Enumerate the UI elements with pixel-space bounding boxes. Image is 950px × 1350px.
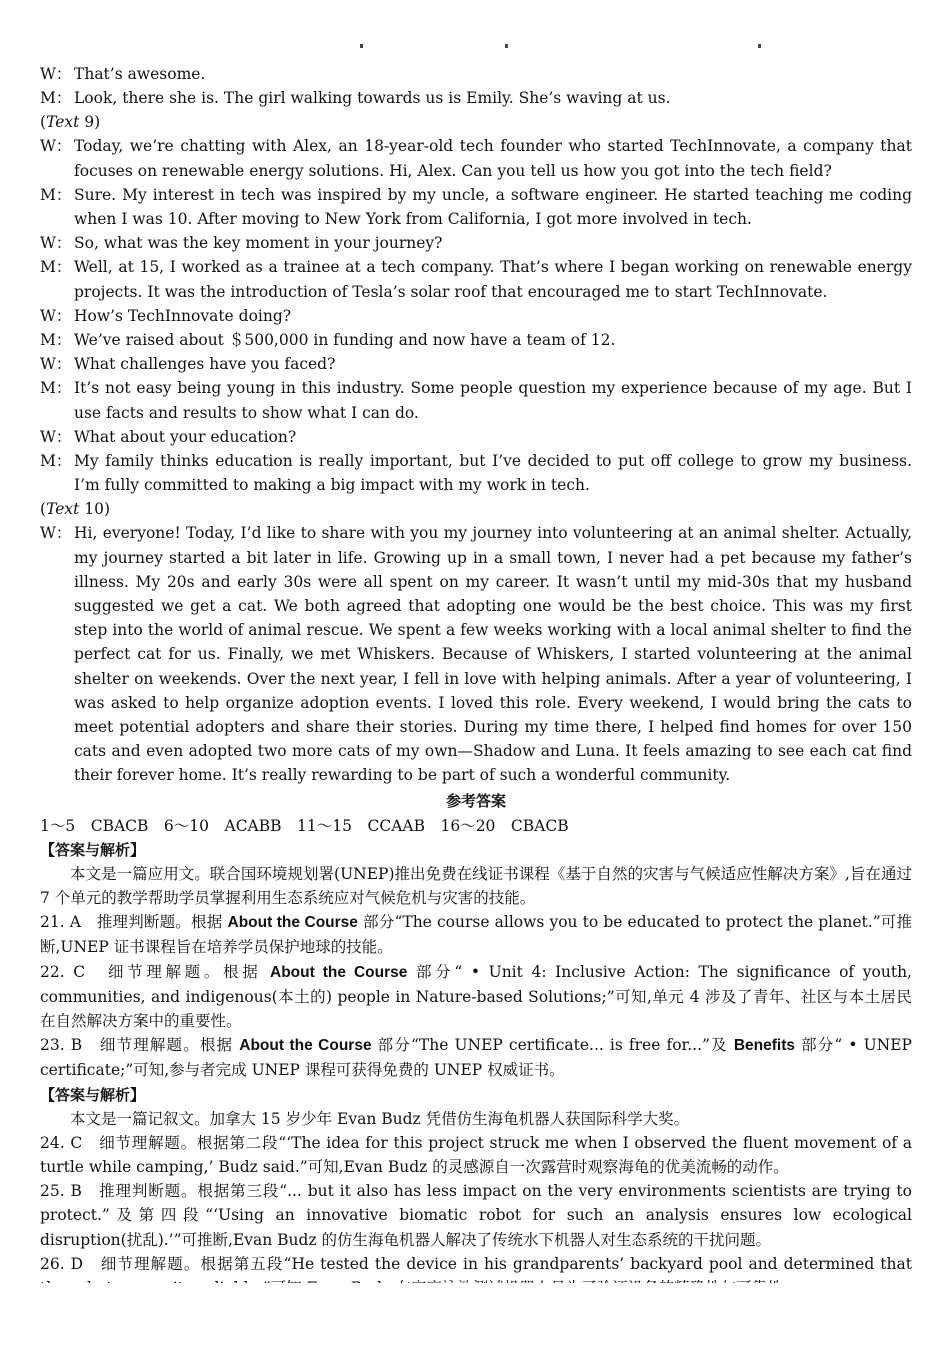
text-10-label: (Text 10): [40, 500, 111, 519]
text-9-label: (Text 9): [40, 113, 101, 132]
speaker-label: M：: [40, 331, 72, 350]
dialog-line: [40, 449, 912, 497]
speaker-label: W：: [40, 427, 72, 446]
speaker-label: M：: [40, 89, 72, 108]
question-explanation: 24. C 细节理解题。根据第二段“‘The idea for this project struck me when I observed the fluent movement of a turtle while camping,’ Budz said.”可知,Evan Budz 的灵感源自一次露营时观察海龟的优美流畅的动作。: [40, 1133, 912, 1176]
utterance: Today, we’re chatting with Alex, an 18-year-old tech founder who started TechInnovate, a company that focuses on renewable energy solutions. Hi, Alex. Can you tell us how you got into the tech field?: [74, 137, 912, 180]
utterance: Sure. My interest in tech was inspired by my uncle, a software engineer. He started teaching me coding when I was 10. After moving to New York from California, I got more involved in tech.: [74, 185, 912, 229]
utterance: What about your education?: [74, 427, 297, 446]
speaker-label: M：: [40, 185, 72, 204]
cropped-previous-line: [40, 44, 912, 52]
dialog-line: [40, 376, 912, 424]
utterance: It’s not easy being young in this industry. Some people question my experience because of my age. But I use facts and results to show what I can do.: [74, 379, 912, 422]
dialog-line: [40, 86, 912, 110]
answer-keys: 1～5 CBACB 6～10 ACABB 11～15 CCAAB 16～20 CBACB: [40, 816, 569, 835]
speaker-label: M：: [40, 379, 72, 398]
utterance: Hi, everyone! Today, I’d like to share with you my journey into volunteering at an animal shelter. Actually, my journey started a bit later in life. Growing up in a small town, I never had a pet because my father’s illness. My 20s and early 30s were all spent on my career. It wasn’t until my mid-30s that my husband suggested we get a cat. We both agreed that adopting one would be the best choice. This was my first step into the world of animal rescue. We spent a few weeks working with a local animal shelter to find the perfect cat for us. Finally, we met Whiskers. Because of Whiskers, I started volunteering at the animal shelter on weekends. Over the next year, I fell in love with helping animals. After a year of volunteering, I was asked to help organize adoption events. I loved this role. Every weekend, I would bring the cats to meet potential adopters and share their stories. During my time there, I helped find homes for over 150 cats and even adopted two more cats of my own—Shadow and Luna. It feels amazing to see each cat find their forever home. It’s really rewarding to be part of such a wonderful community.: [74, 524, 912, 785]
question-explanation: 23. B 细节理解题。根据 About the Course 部分“The UNEP certificate... is free for...”及 Benefits 部分“ • UNEP certificate;”可知,参与者完成 UNEP 课程可获得免费的 UNEP 权威证书。: [40, 1036, 912, 1080]
speaker-label: W：: [40, 524, 72, 543]
dialog-line: [40, 255, 912, 303]
dialog-line: [40, 328, 912, 352]
utterance: Well, at 15, I worked as a trainee at a tech company. That’s where I began working on renewable energy projects. It was the introduction of Tesla’s solar roof that encouraged me to start TechInnovate.: [74, 258, 912, 301]
passage-summary: 本文是一篇记叙文。加拿大 15 岁少年 Evan Budz 凭借仿生海龟机器人获国际科学大奖。: [70, 1109, 690, 1128]
speaker-label: W：: [40, 355, 72, 374]
dialog-line: [40, 425, 912, 449]
speaker-label: M：: [40, 258, 72, 277]
utterance: Look, there she is. The girl walking towards us is Emily. She’s waving at us.: [74, 89, 671, 108]
document-page: [40, 62, 912, 1300]
page-crop-mask: [0, 1283, 950, 1350]
utterance: So, what was the key moment in your journey?: [74, 234, 443, 253]
speaker-label: W：: [40, 65, 72, 83]
utterance: That’s awesome.: [74, 65, 206, 83]
dialog-line: [40, 183, 912, 231]
question-explanation: 26. D 细节理解题。根据第五段“He tested the device in his grandparents’ backyard pool and determined that: [40, 1254, 912, 1273]
question-explanation: 22. C 细节理解题。根据 About the Course 部分“ • Unit 4: Inclusive Action: The significance of youth, communities, and indigenous(本土的) people in Nature-based Solutions;”可知,单元 4 涉及了青年、社区与本土居民在自然解决方案中的重要性。: [40, 962, 912, 1030]
dialog-line: [40, 134, 912, 182]
utterance: What challenges have you faced?: [74, 355, 336, 374]
utterance: How’s TechInnovate doing?: [74, 306, 292, 325]
analysis-heading: 【答案与解析】: [40, 840, 146, 859]
dialog-line: [40, 304, 912, 328]
utterance: My family thinks education is really important, but I’ve decided to put off college to grow my business. I’m fully committed to making a big impact with my work in tech.: [74, 452, 912, 495]
dialog-line: [40, 352, 912, 376]
utterance: We’ve raised about ＄500,000 in funding and now have a team of 12.: [74, 331, 616, 350]
dialog-line: [40, 231, 912, 255]
speaker-label: M：: [40, 452, 72, 471]
speaker-label: W：: [40, 137, 72, 156]
question-explanation: 21. A 推理判断题。根据 About the Course 部分“The course allows you to be educated to protect the planet.”可推断,UNEP 证书课程旨在培养学员保护地球的技能。: [40, 913, 913, 957]
speaker-label: W：: [40, 306, 72, 325]
passage-summary: 本文是一篇应用文。联合国环境规划署(UNEP)推出免费在线证书课程《基于自然的灾害与气候适应性解决方案》,旨在通过 7 个单元的教学帮助学员掌握利用生态系统应对气候危机与灾害的技能。: [40, 864, 912, 907]
question-explanation: 25. B 推理判断题。根据第三段“... but it also has less impact on the very environments scientists are trying to protect.”及第四段“‘Using an innovative biomatic robot for such an analysis ensures low ecological disruption(扰乱).’”可推断,Evan Budz 的仿生海龟机器人解决了传统水下机器人对生态系统的干扰问题。: [40, 1182, 912, 1249]
answers-heading: 参考答案: [445, 791, 506, 810]
dialog-line: [40, 62, 912, 86]
monologue: [40, 521, 912, 787]
analysis-heading: 【答案与解析】: [40, 1085, 146, 1104]
speaker-label: W：: [40, 234, 72, 253]
